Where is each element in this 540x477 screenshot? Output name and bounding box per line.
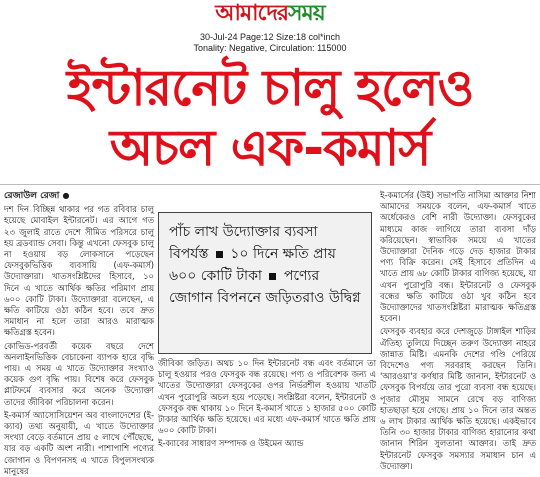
paragraph: কোভিড-পরবর্তী কয়েক বছরে দেশে অনলাইনভিত্তিক বেচাকেনা ব্যাপক হারে বৃদ্ধি পায়। এ সময় এ খাতে উদ্যোক্তার সংখ্যাও কয়েক গুণ বৃদ্ধি পায়। বিশেষ করে ফেসবুক প্লাটফর্মে ব্যবসার করে অনেক উদ্যোক্তা তাদের জীবিকা পরিচালনা করেন। bbox=[4, 340, 154, 407]
headline-line1: ইন্টারনেট চালু হলেও bbox=[66, 59, 474, 117]
clipping-meta bbox=[0, 32, 540, 54]
byline bbox=[4, 190, 154, 202]
divider bbox=[0, 184, 540, 185]
masthead-part2: সময় bbox=[288, 0, 325, 26]
article-column-left bbox=[4, 190, 154, 476]
meta-line1: 30-Jul-24 Page:12 Size:18 col*inch bbox=[199, 32, 341, 42]
paragraph: ফেসবুক ব্যবহার করে দেশজুড়ে টাঙ্গাইল শাড়ির ঐতিহ্য তুলিয়ে দিচ্ছেন তরুণ উদ্যোক্তা নাহরে জান্নাত মিষ্টি। এমনকি দেশের গণ্ডি পেরিয়ে বিদেশেও পণ্য সরবরাহ করছেন তিনি। 'আরওয়া'র কর্ণধার মিষ্টি জানান, ইন্টারনেট ও ফেসবুক বিপর্যয়ে তার পুরো ব্যবসা বন্ধ হয়েছে। পূজার মৌসুম সামনে রেখে বড় বাণিজ্য হাতছাড়া হয়ে গেছে। প্রায় ১০ দিনে তার অন্তত ৬ লাখ টাকার আর্থিক ক্ষতি হয়েছে। একইভাবে তিনি ৩০ হাজার টাকার বাণিজ্য হারানোর কথা জানান শিরিন সুলতানা আক্তার। তাই দ্রুত ইন্টারনেট ফেসবুক সমস্যার সমাধান চান এ উদ্যোক্তা। bbox=[380, 326, 536, 471]
article-column-right bbox=[380, 190, 536, 471]
pull-quote-box bbox=[158, 212, 372, 354]
square-bullet-icon bbox=[216, 251, 223, 258]
headline-line2: অচল এফ-কমার্স bbox=[109, 119, 431, 177]
paragraph: জীবিকা জড়িত। অথচ ১০ দিন ইন্টারনেট বন্ধ এবং বর্তমানে তা চালু হওয়ার পরও ফেসবুক বন্ধ রয়েছে। পণ্য ও পরিবেশক জন্য এ খাতের উদ্যোক্তারা ফেসবুকের ওপর নির্ভরশীল হওয়ায় খাতটি এখন পুরোপুরি অচল হয়ে পড়েছে। সংশ্লিষ্টরা বলেন, ইন্টারনেট ও ফেসবুক বন্ধ থাকায় ১০ দিনে ই-কমার্স খাতে ১ হাজার ৫০০ কোটি টাকার আর্থিক ক্ষতি হয়েছে। এর মধ্যে এফ-কমার্স খাতে ক্ষতি প্রায় ৬০০ কোটি টাকা। bbox=[158, 358, 376, 436]
square-bullet-icon bbox=[269, 273, 276, 280]
bullet-icon: ● bbox=[62, 191, 70, 200]
paragraph: ই-কমার্স অ্যাসোসিয়েশন অব বাংলাদেশের (ই-ক্যাব) তথ্য অনুযায়ী, এ খাতে উদ্যোক্তার সংখ্যা বেড়ে বর্তমানে প্রায় ৫ লাখে পৌঁছেছে, যার বড় একটি অংশ নারী। পাশাপাশি পণ্যের জোগান ও বিপণনসহ এ খাতে বিপুলসংখ্যক মানুষের bbox=[4, 409, 154, 476]
masthead-part1: আমাদের bbox=[215, 0, 289, 26]
newspaper-masthead bbox=[0, 0, 540, 28]
article-column-middle bbox=[158, 358, 376, 449]
meta-line2: Tonality: Negative, Circulation: 115000 bbox=[193, 43, 347, 53]
paragraph: দশ দিন বিচ্ছিন্ন থাকার পর গত রবিবার চালু হয়েছে মোবাইল ইন্টারনেট। এর আগে গত ২৩ জুলাই রাতে দেশে সীমিত পরিসরে চালু হয় ব্রডব্যান্ড সেবা। কিন্তু এখনো ফেসবুক চালু না হওয়ায় বড় লোকসানে পড়েছেন ফেসবুকভিত্তিক ব্যবসায়ি (এফ-কমার্স) উদ্যোক্তারা। খাতসংশ্লিষ্টদের হিসাবে, ১০ দিনে এ খাতে আর্থিক ক্ষতির পরিমাণ প্রায় ৬০০ কোটি টাকা। উদ্যোক্তারা বলেছেন, এ ক্ষতি কাটিয়ে ওঠা কঠিন হবে। তবে দ্রুত সমাধান না হলে তারা আরও মারাত্মক ক্ষতিগ্রস্ত হবেন। bbox=[4, 204, 154, 338]
paragraph: ই-ক্যাবের সাধারণ সম্পাদক ও উইমেন অ্যান্ড bbox=[158, 438, 304, 449]
pull-quote-part1: পাঁচ লাখ উদ্যোক্তার ব্যবসা বিপর্যস্ত bbox=[169, 224, 318, 262]
byline-name: রেজাউল রেজা bbox=[4, 191, 60, 201]
paragraph: ই-কমার্সের (উই) সভাপতি নাসিমা আক্তার নিশা আমাদের সময়কে বলেন, এফ-কমার্স খাতে অর্ধেকেরও বেশি নারী উদ্যোক্তা। ফেসবুকের মাধ্যমে কাজ লাগিয়ে তারা ব্যবসা দাঁড় করিয়েছেন। স্বাভাবিক সময়ে এ খাতের উদ্যোক্তারা দৈনিক গড়ে দেড় হাজার টাকার পণ্য বিক্রি করেন। সেই হিসাবে প্রতিদিন এ খাতে প্রায় ৬৮ কোটি টাকার বাণিজ্য হয়েছে, যা এখন পুরোপুরি বন্ধ। ইন্টারনেট ও ফেসবুক বন্ধের ক্ষতি কাটিয়ে ওঠা খুব কঠিন হবে উদ্যোক্তাদের খাতসংশ্লিষ্টরা মারাত্মক ক্ষতিগ্রস্ত হবেন। bbox=[380, 190, 536, 324]
pull-quote-part2: ১০ দিনে ক্ষতি প্রায় ৬০০ কোটি টাকা bbox=[169, 246, 336, 284]
pull-quote-part3: পণ্যের জোগান বিপননে জড়িতরাও উদ্বিগ্ন bbox=[169, 268, 361, 306]
